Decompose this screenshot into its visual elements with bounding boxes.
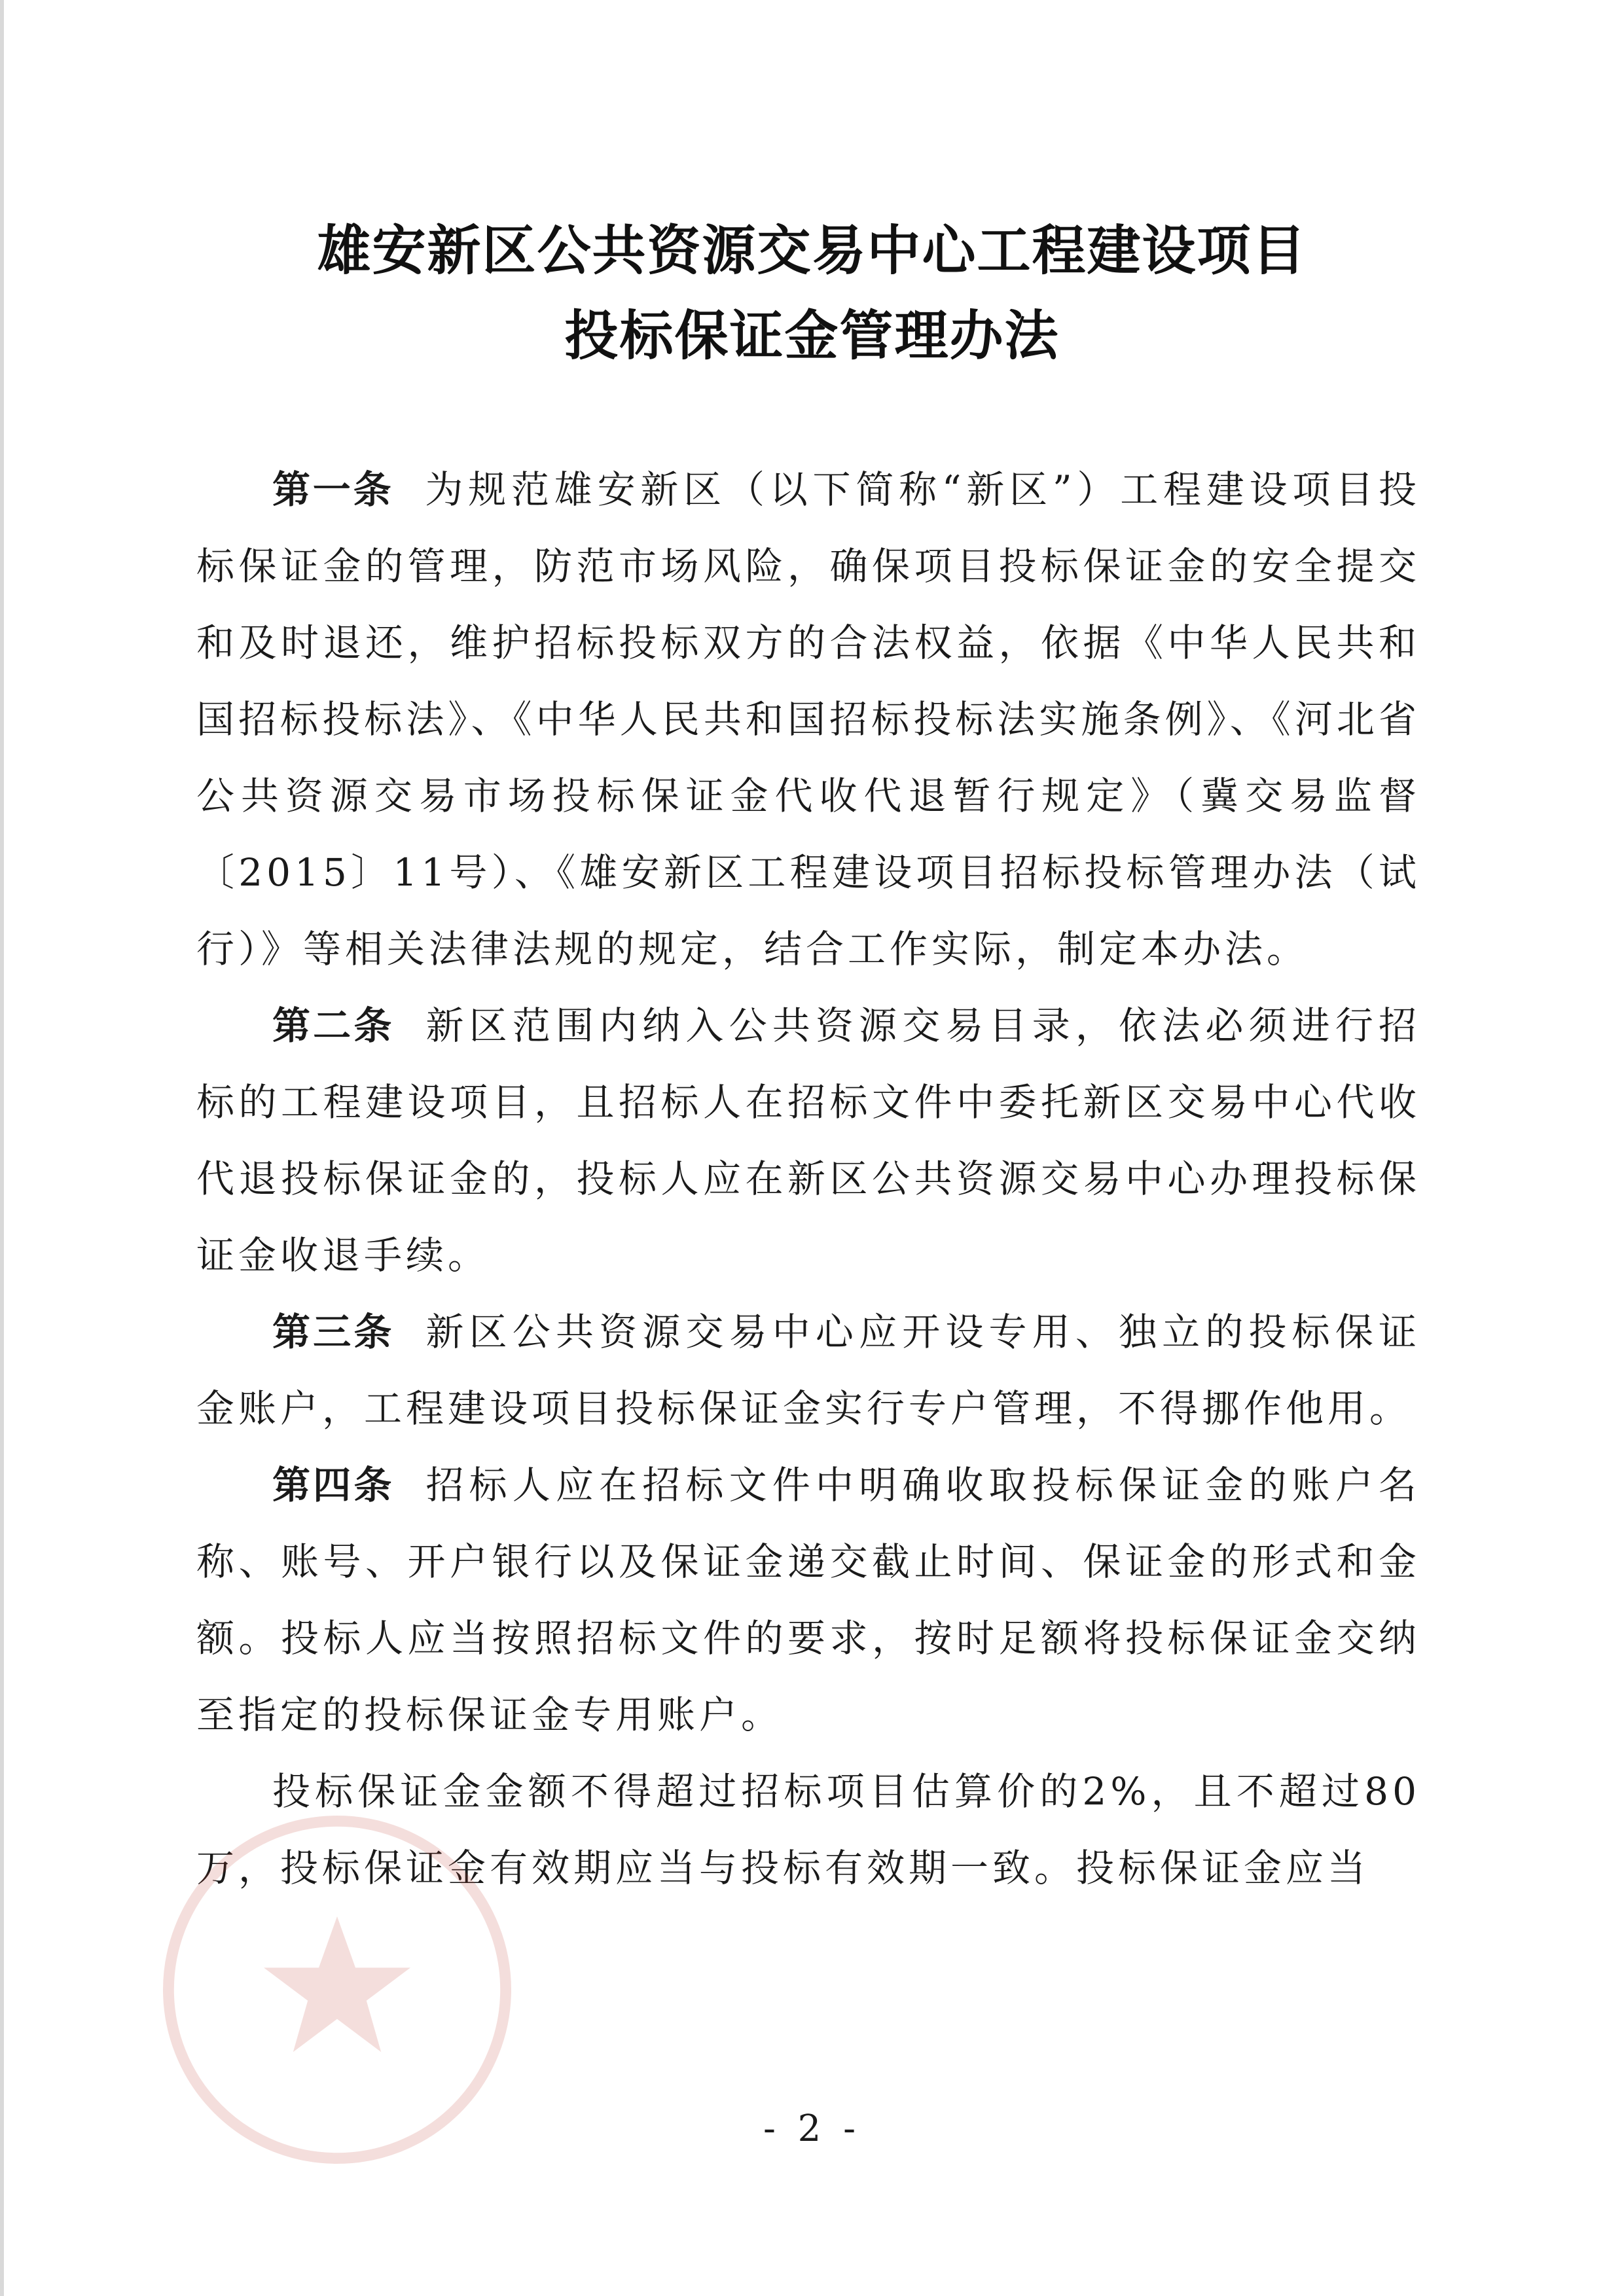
document-body	[196, 452, 1420, 1907]
article-4-continuation-text: 投标保证金金额不得超过招标项目估算价的2%，且不超过80万，投标保证金有效期应当与投标有效期一致。投标保证金应当	[196, 1769, 1420, 1890]
article-3	[196, 1294, 1420, 1447]
article-1	[196, 452, 1420, 988]
article-2-label: 第二条	[272, 1003, 395, 1048]
article-4-text: 招标人应在招标文件中明确收取投标保证金的账户名称、账号、开户银行以及保证金递交截止时间、保证金的形式和金额。投标人应当按照招标文件的要求，按时足额将投标保证金交纳至指定的投标保证金专用账户。	[196, 1463, 1420, 1737]
article-2-text: 新区范围内纳入公共资源交易目录，依法必须进行招标的工程建设项目，且招标人在招标文件中委托新区交易中心代收代退投标保证金的，投标人应在新区公共资源交易中心办理投标保证金收退手续。	[196, 1003, 1420, 1278]
article-3-label: 第三条	[272, 1310, 395, 1354]
document-title-line-2: 投标保证金管理办法	[564, 305, 1060, 367]
article-4-continuation	[196, 1753, 1420, 1907]
article-4	[196, 1447, 1420, 1753]
article-1-label: 第一条	[272, 467, 394, 512]
article-1-text: 为规范雄安新区（以下简称“新区”）工程建设项目投标保证金的管理，防范市场风险，确保项目投标保证金的安全提交和及时退还，维护招标投标双方的合法权益，依据《中华人民共和国招标投标法》、《中华人民共和国招标投标法实施条例》、《河北省公共资源交易市场投标保证金代收代退暂行规定》（冀交易监督〔2015〕11号）、《雄安新区工程建设项目招标投标管理办法（试行）》等相关法律法规的规定，结合工作实际，制定本办法。	[196, 467, 1420, 971]
article-3-text: 新区公共资源交易中心应开设专用、独立的投标保证金账户，工程建设项目投标保证金实行专户管理，不得挪作他用。	[196, 1310, 1420, 1431]
article-2	[196, 988, 1420, 1294]
page-number: - 2 -	[763, 2108, 861, 2150]
seal-star-icon	[264, 1916, 410, 2052]
article-4-label: 第四条	[272, 1463, 395, 1507]
document-title-line-1: 雄安新区公共资源交易中心工程建设项目	[317, 220, 1307, 282]
